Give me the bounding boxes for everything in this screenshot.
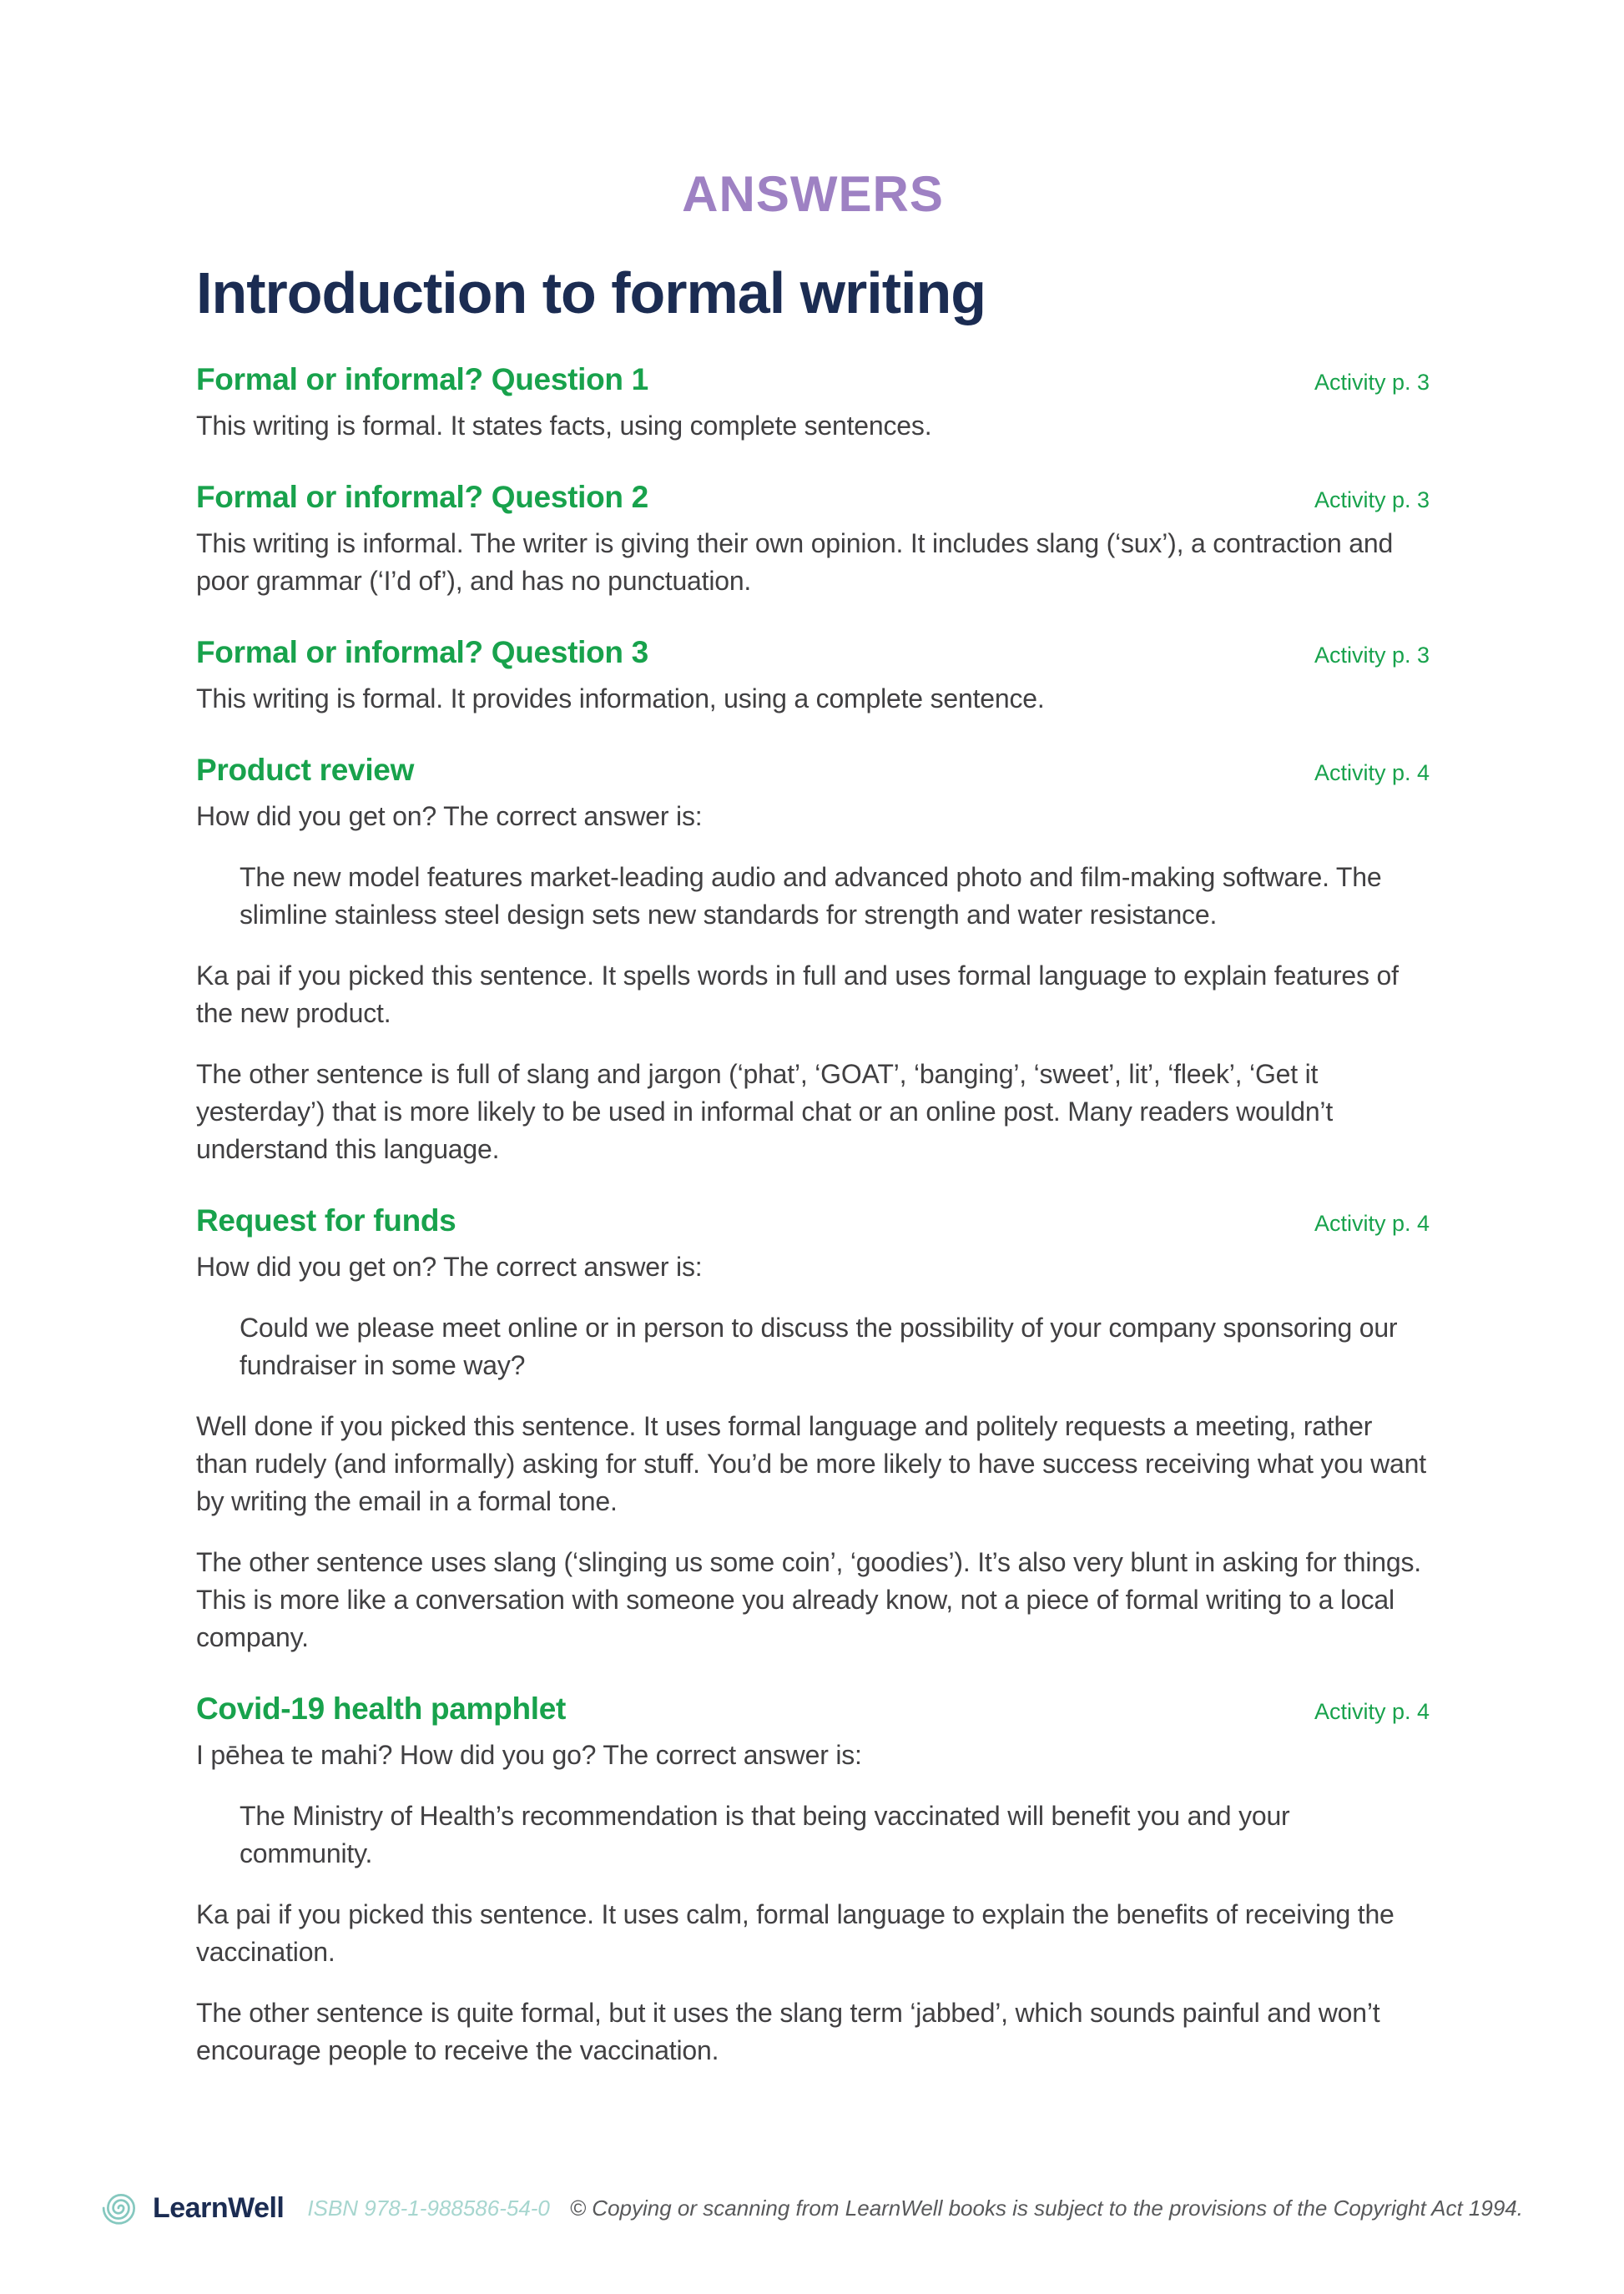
activity-page-ref: Activity p. 4	[1314, 1698, 1430, 1724]
activity-page-ref: Activity p. 3	[1314, 487, 1430, 512]
answer-paragraph: Ka pai if you picked this sentence. It uses calm, formal language to explain the benefits of receiving the vaccination.	[196, 1898, 1395, 1967]
section-heading: Formal or informal? Question 3	[196, 634, 648, 669]
correct-answer-quote: The Ministry of Health’s recommendation is that being vaccinated will benefit you and your community.	[240, 1800, 1290, 1868]
activity-page-ref: Activity p. 3	[1314, 369, 1430, 395]
answer-paragraph: The other sentence uses slang (‘slinging us some coin’, ‘goodies’). It’s also very blunt in asking for things. This is more like a conversation with someone you already know, not a piece of formal writing to a local company.	[196, 1546, 1421, 1652]
answer-paragraph: Well done if you picked this sentence. It uses formal language and politely requests a meeting, rather than rudely (and informally) asking for stuff. You’d be more likely to have success receiving what you want by writing the email in a formal tone.	[196, 1410, 1426, 1516]
copyright-text: © Copying or scanning from LearnWell books is subject to the provisions of the Copyright Act 1994.	[569, 2195, 1523, 2221]
section-heading-row	[196, 362, 1430, 397]
answer-section-question-1	[196, 362, 1430, 445]
answers-banner: ANSWERS	[682, 166, 944, 222]
answer-paragraph: The other sentence is full of slang and jargon (‘phat’, ‘GOAT’, ‘banging’, ‘sweet’, lit’, ‘fleek’, ‘Get it yesterday’) that is more likely to be used in informal chat or an online post. Many readers wouldn’t understand this language.	[196, 1058, 1334, 1164]
answer-paragraph: How did you get on? The correct answer is:	[196, 1251, 703, 1282]
answer-paragraph: The other sentence is quite formal, but it uses the slang term ‘jabbed’, which sounds painful and won’t encourage people to receive the vaccination.	[196, 1997, 1380, 2065]
section-heading: Covid-19 health pamphlet	[196, 1691, 567, 1726]
activity-page-ref: Activity p. 4	[1314, 759, 1430, 785]
section-heading: Formal or informal? Question 2	[196, 479, 648, 514]
section-heading: Formal or informal? Question 1	[196, 361, 648, 396]
brand-name: LearnWell	[153, 2191, 285, 2224]
answer-paragraph: This writing is formal. It provides information, using a complete sentence.	[196, 683, 1045, 713]
correct-answer-quote: Could we please meet online or in person to discuss the possibility of your company sponsoring our fundraiser in some way?	[240, 1312, 1398, 1380]
section-heading-row	[196, 753, 1430, 788]
answer-paragraph: This writing is formal. It states facts, using complete sentences.	[196, 410, 932, 441]
page-footer	[0, 2188, 1624, 2228]
section-heading-row	[196, 635, 1430, 670]
page-title: Introduction to formal writing	[196, 260, 986, 325]
section-heading: Request for funds	[196, 1202, 456, 1238]
answer-paragraph: How did you get on? The correct answer is:	[196, 800, 703, 831]
correct-answer-quote: The new model features market-leading audio and advanced photo and film-making software. The slimline stainless steel design sets new standards for strength and water resistance.	[240, 861, 1382, 930]
answer-paragraph: I pēhea te mahi? How did you go? The correct answer is:	[196, 1739, 862, 1770]
answer-paragraph: This writing is informal. The writer is giving their own opinion. It includes slang (‘sux’), a contraction and poor grammar (‘I’d of’), and has no punctuation.	[196, 527, 1394, 596]
activity-page-ref: Activity p. 4	[1314, 1210, 1430, 1236]
answer-section-product-review	[196, 753, 1430, 1168]
section-heading-row	[196, 1692, 1430, 1727]
koru-spiral-icon	[101, 2188, 141, 2228]
activity-page-ref: Activity p. 3	[1314, 642, 1430, 668]
answer-section-covid-pamphlet	[196, 1692, 1430, 2070]
section-heading-row	[196, 480, 1430, 515]
section-heading: Product review	[196, 752, 415, 787]
answer-section-question-2	[196, 480, 1430, 600]
answer-section-request-for-funds	[196, 1203, 1430, 1656]
isbn-text: ISBN 978-1-988586-54-0	[307, 2195, 550, 2221]
answer-paragraph: Ka pai if you picked this sentence. It spells words in full and uses formal language to explain features of the new product.	[196, 960, 1399, 1028]
section-heading-row	[196, 1203, 1430, 1238]
answer-section-question-3	[196, 635, 1430, 718]
